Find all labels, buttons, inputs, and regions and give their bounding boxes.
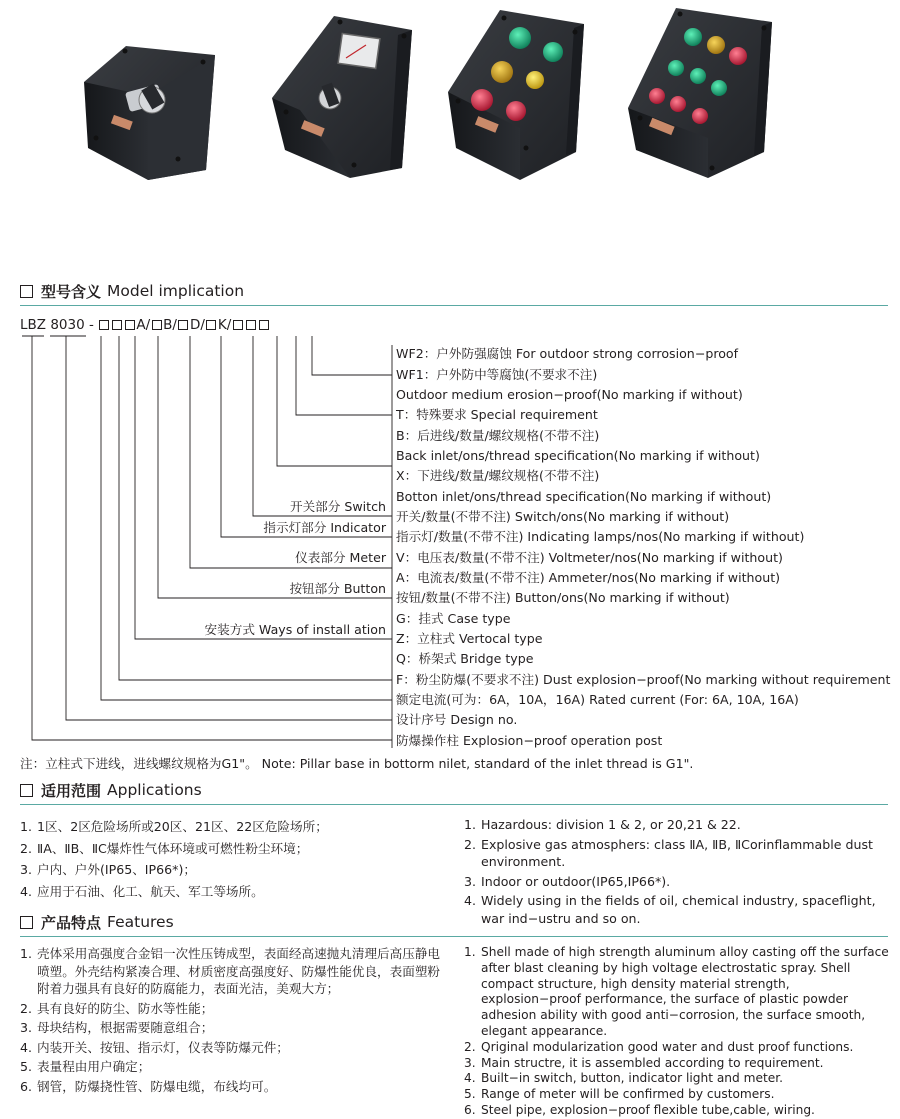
list-item: 6. Steel pipe, explosion−proof flexible tube,cable, wiring. — [464, 1102, 815, 1117]
section-title-en: Model implication — [107, 282, 245, 300]
list-item: 1. Shell made of high strength aluminum alloy casting off the surface after blast cleaning by high voltage electrostatic spray. Shell compact structure, high density material strength, explosion−proof performance, the surface of plastic powder adhesion ability with good anti−corrosion, the surface smooth, elegant appearance. — [464, 945, 889, 1038]
list-item: 1. 壳体采用高强度合金铝一次性压铸成型，表面经高速抛丸清理后高压静电喷塑。外壳结构紧凑合理、材质密度高强度好、防爆性能优良，表面塑粉附着力强具有良好的防腐能力，表面光洁，美观大方； — [20, 946, 440, 996]
desc-line: 设计序号 Design no. — [396, 712, 518, 727]
list-item: 1. 1区、2区危险场所或20区、21区、22区危险场所； — [20, 819, 328, 834]
list-item: 2. Qriginal modularization good water and dust proof functions. — [464, 1039, 854, 1054]
list-item: 4. 内装开关、按钮、指示灯，仪表等防爆元件； — [20, 1039, 289, 1055]
section-title-en: Applications — [107, 781, 202, 799]
desc-line: Q：桥架式 Bridge type — [396, 651, 534, 666]
section-title-cn: 型号含义 — [41, 282, 102, 301]
list-item: 4. 应用于石油、化工、航天、军工等场所。 — [20, 883, 264, 899]
desc-line: B：后进线/数量/螺纹规格(不带不注) — [396, 428, 600, 443]
desc-line: 防爆操作柱 Explosion−proof operation post — [396, 733, 663, 748]
list-item: 2. ⅡA、ⅡB、ⅡC爆炸性气体环境或可燃性粉尘环境； — [20, 840, 309, 856]
list-item: 2. Explosive gas atmosphers: class ⅡA, ⅡB, ⅡCorinflammable dust environment. — [464, 836, 873, 869]
label-install: 安装方式 Ways of install ation — [204, 622, 386, 637]
section-divider — [20, 804, 888, 805]
code-sep-b: B/ — [163, 317, 177, 333]
section-divider — [20, 936, 888, 937]
list-item: 5. 表量程由用户确定； — [20, 1059, 151, 1074]
applications-section-header — [20, 779, 202, 801]
desc-line: WF2：户外防强腐蚀 For outdoor strong corrosion−proof — [396, 346, 739, 361]
features-cn-list — [20, 945, 442, 1095]
list-item: 3. Main structre, it is assembled according to requirement. — [464, 1055, 824, 1070]
features-en-list — [464, 945, 892, 1119]
desc-line: 按钮/数量(不带不注) Button/ons(No marking if without) — [396, 590, 730, 605]
checkbox-square-icon — [20, 784, 33, 797]
section-title-cn: 适用范围 — [41, 781, 102, 800]
desc-line: WF1：户外防中等腐蚀(不要求不注) — [396, 367, 598, 382]
desc-line: F：粉尘防爆(不要求不注) Dust explosion−proof(No marking without requirement — [396, 672, 891, 687]
applications-en-list — [464, 816, 894, 927]
list-item: 3. 母块结构，根据需要随意组合； — [20, 1020, 214, 1035]
desc-line: Back inlet/ons/thread specification(No marking if without) — [396, 448, 760, 463]
list-item: 4. Built−in switch, button, indicator light and meter. — [464, 1071, 784, 1086]
list-item: 6. 钢管，防爆挠性管、防爆电缆，布线均可。 — [20, 1078, 277, 1094]
list-item: 2. 具有良好的防尘、防水等性能； — [20, 1000, 214, 1016]
list-item: 3. Indoor or outdoor(IP65,IP66*). — [464, 873, 671, 889]
desc-line: Z：立柱式 Vertocal type — [396, 631, 543, 646]
list-item: 1. Hazardous: division 1 & 2, or 20,21 & 22. — [464, 817, 741, 832]
code-sep-d: D/ — [189, 317, 205, 333]
model-note: 注：立柱式下进线，进线螺纹规格为G1"。 Note: Pillar base in bottorm nilet, standard of the inlet thread is G1". — [20, 756, 694, 771]
code-sep-a: A/ — [136, 317, 151, 333]
section-title-cn: 产品特点 — [41, 913, 102, 932]
desc-line: A：电流表/数量(不带不注) Ammeter/nos(No marking if without) — [396, 570, 781, 585]
list-item: 5. Range of meter will be confirmed by customers. — [464, 1087, 775, 1102]
label-switch: 开关部分 Switch — [289, 499, 386, 514]
desc-line: 指示灯/数量(不带不注) Indicating lamps/nos(No marking if without) — [396, 529, 805, 544]
applications-cn-list — [20, 816, 450, 902]
label-meter: 仪表部分 Meter — [295, 550, 386, 565]
desc-line: T：特殊要求 Special requirement — [396, 407, 598, 422]
desc-line: 开关/数量(不带不注) Switch/ons(No marking if without) — [396, 509, 730, 524]
desc-line: X：下进线/数量/螺纹规格(不带不注) — [396, 468, 600, 483]
code-sep-k: K/ — [217, 317, 232, 333]
label-button: 按钮部分 Button — [289, 581, 386, 596]
list-item: 4. Widely using in the fields of oil, chemical industry, spaceflight, war ind−ustru and so on. — [464, 893, 876, 926]
features-section-header — [20, 911, 174, 933]
section-title-en: Features — [107, 913, 174, 931]
desc-line: 额定电流(可为：6A，10A，16A) Rated current (For: 6A, 10A, 16A) — [396, 692, 799, 707]
desc-line: Botton inlet/ons/thread specification(No marking if without) — [396, 489, 772, 504]
desc-line: Outdoor medium erosion−proof(No marking if without) — [396, 387, 743, 402]
label-indicator: 指示灯部分 Indicator — [263, 520, 386, 535]
checkbox-square-icon — [20, 916, 33, 929]
desc-line: V：电压表/数量(不带不注) Voltmeter/nos(No marking if without) — [396, 550, 783, 565]
list-item: 3. 户内、户外(IP65、IP66*)； — [20, 862, 196, 877]
model-code-prefix: LBZ 8030 - — [20, 317, 94, 333]
desc-line: G：挂式 Case type — [396, 611, 511, 626]
